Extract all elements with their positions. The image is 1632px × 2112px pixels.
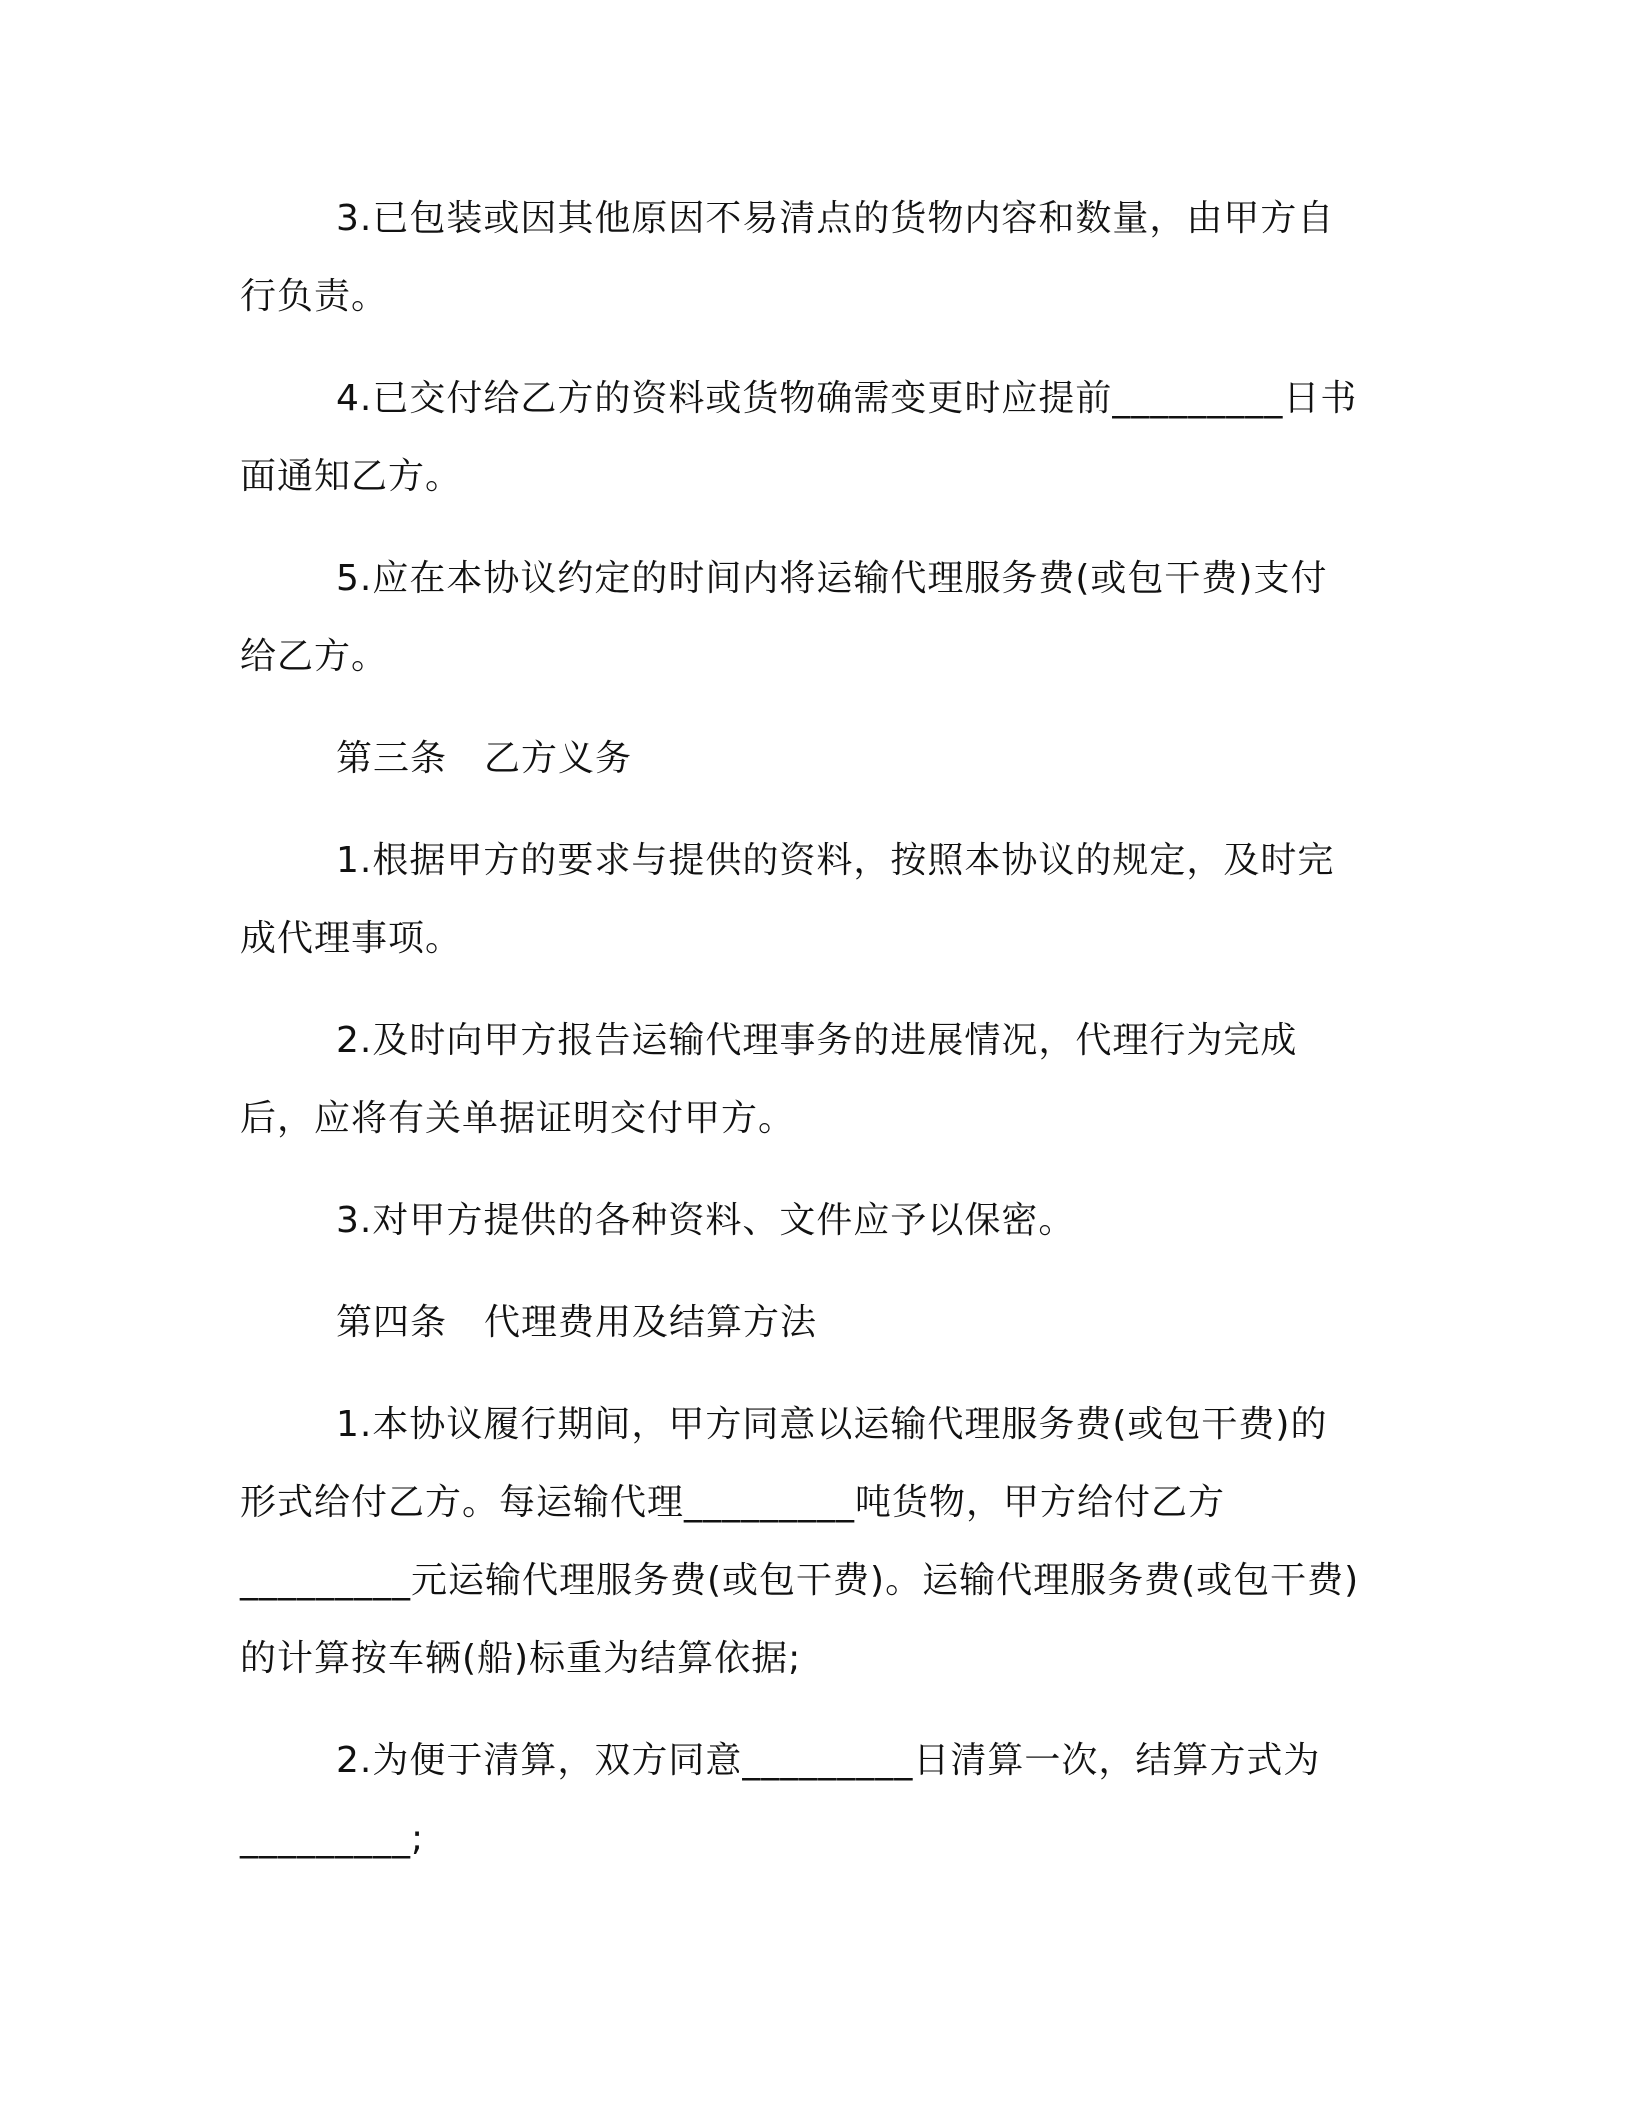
paragraph-party-a-item-5: 5.应在本协议约定的时间内将运输代理服务费(或包干费)支付给乙方。 — [240, 558, 1328, 677]
paragraph-party-a-item-4: 4.已交付给乙方的资料或货物确需变更时应提前_________日书面通知乙方。 — [240, 378, 1358, 497]
article-4-heading: 第四条 代理费用及结算方法 — [336, 1302, 818, 1343]
paragraph-party-b-item-1: 1.根据甲方的要求与提供的资料，按照本协议的规定，及时完成代理事项。 — [240, 840, 1335, 959]
paragraph-fees-item-1: 1.本协议履行期间，甲方同意以运输代理服务费(或包干费)的形式给付乙方。每运输代理_________吨货物，甲方给付乙方_________元运输代理服务费(或包干费)。运输代理服务费(或包干费)的计算按车辆(船)标重为结算依据; — [240, 1404, 1360, 1679]
paragraph-fees-item-2: 2.为便于清算，双方同意_________日清算一次，结算方式为_________; — [240, 1740, 1321, 1859]
paragraph-party-a-item-3: 3.已包装或因其他原因不易清点的货物内容和数量，由甲方自行负责。 — [240, 198, 1335, 317]
article-3-heading: 第三条 乙方义务 — [336, 738, 633, 779]
paragraph-party-b-item-3: 3.对甲方提供的各种资料、文件应予以保密。 — [336, 1200, 1076, 1241]
paragraph-party-b-item-2: 2.及时向甲方报告运输代理事务的进展情况，代理行为完成后，应将有关单据证明交付甲方。 — [240, 1020, 1298, 1139]
